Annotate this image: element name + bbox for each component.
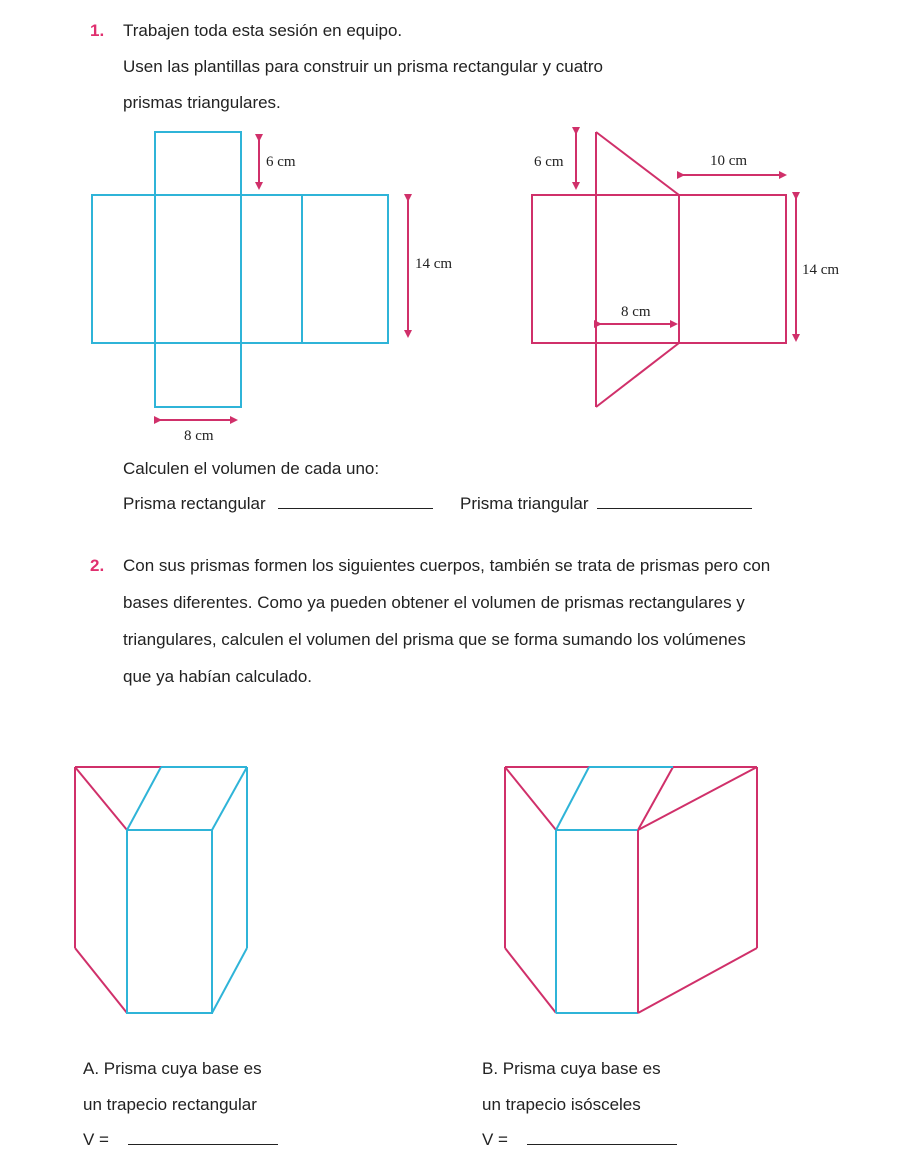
calc-prompt: Calculen el volumen de cada uno: (123, 459, 380, 478)
fig-a-v-label: V = (83, 1130, 109, 1149)
rect-volume-blank[interactable] (278, 492, 433, 509)
triangular-prism-net (532, 132, 786, 407)
fig-b-caption-2: un trapecio isósceles (482, 1095, 641, 1114)
problem-2-line-1: Con sus prismas formen los siguientes cuerpos, también se trata de prismas pero con (123, 556, 771, 575)
fig-a-volume-blank[interactable] (128, 1128, 278, 1145)
problem-1-line-1: Trabajen toda esta sesión en equipo. (123, 21, 403, 40)
problem-1-number: 1. (90, 21, 105, 40)
fig-b-volume-row (482, 1128, 677, 1151)
tri-net-dim-left: 6 cm (534, 154, 564, 170)
rect-net-dim-right: 14 cm (415, 256, 453, 272)
prism-b-drawing (505, 767, 757, 1013)
problem-2-line-4: que ya habían calculado. (123, 667, 313, 686)
tri-net-arrows (576, 133, 796, 340)
problem-2-line-2: bases diferentes. Como ya pueden obtener el volumen de prismas rectangulares y (123, 593, 745, 612)
problem-1-line-2: Usen las plantillas para construir un prisma rectangular y cuatro (123, 57, 604, 76)
rect-net-dim-top: 6 cm (266, 154, 296, 170)
fig-b-caption-1: B. Prisma cuya base es (482, 1059, 661, 1078)
problem-1-line-3: prismas triangulares. (123, 93, 281, 112)
rect-volume-label: Prisma rectangular (123, 494, 266, 513)
tri-net-dim-top: 10 cm (710, 153, 748, 169)
tri-volume-row (460, 492, 752, 515)
rect-net-dim-bottom: 8 cm (184, 428, 214, 444)
problem-2-line-3: triangulares, calculen el volumen del prisma que se forma sumando los volúmenes (123, 630, 746, 649)
rect-net-arrows (160, 140, 408, 420)
fig-b-v-label: V = (482, 1130, 508, 1149)
tri-volume-blank[interactable] (597, 492, 752, 509)
prism-nets-figure (0, 0, 901, 460)
fig-a-caption-1: A. Prisma cuya base es (83, 1059, 262, 1078)
rectangular-prism-net (92, 132, 388, 407)
fig-a-caption-2: un trapecio rectangular (83, 1095, 257, 1114)
tri-volume-label: Prisma triangular (460, 494, 589, 513)
tri-net-dim-mid: 8 cm (621, 304, 651, 320)
tri-net-dim-right: 14 cm (802, 262, 840, 278)
prism-a-drawing (75, 767, 247, 1013)
rect-volume-row (123, 492, 433, 515)
fig-a-volume-row (83, 1128, 278, 1151)
problem-2-number: 2. (90, 556, 105, 575)
fig-b-volume-blank[interactable] (527, 1128, 677, 1145)
